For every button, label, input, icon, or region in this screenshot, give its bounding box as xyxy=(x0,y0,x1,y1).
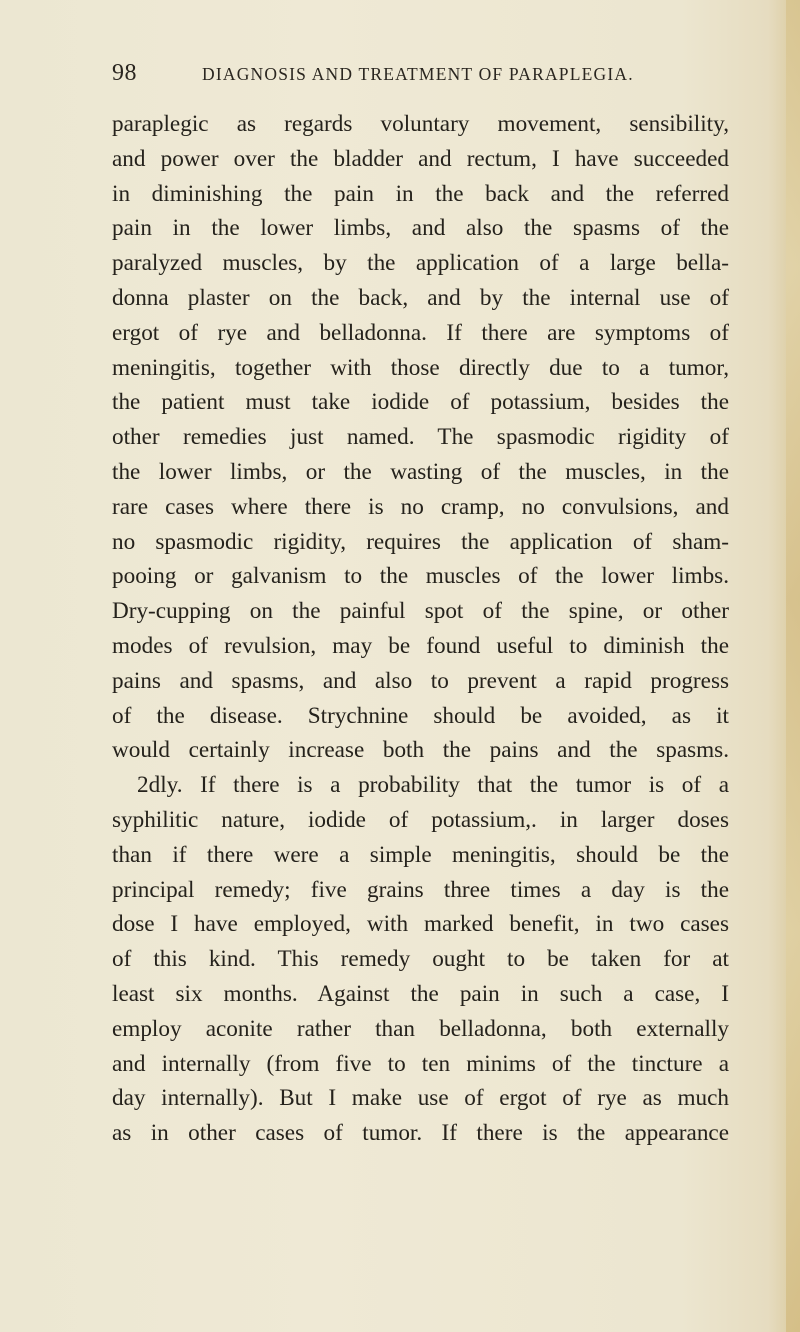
running-head: DIAGNOSIS AND TREATMENT OF PARAPLEGIA. xyxy=(202,64,634,84)
text-line: pains and spasms, and also to prevent a rapid progress xyxy=(112,667,729,694)
text-line: the lower limbs, or the wasting of the muscles, in the xyxy=(112,458,729,485)
text-line: and power over the bladder and rectum, I have succeeded xyxy=(112,145,729,172)
text-line: 2dly. If there is a probability that the tumor is of a xyxy=(137,772,729,799)
text-line: in diminishing the pain in the back and the referred xyxy=(112,180,729,207)
text-line: no spasmodic rigidity, requires the application of sham- xyxy=(112,528,729,555)
text-line: ergot of rye and belladonna. If there are symptoms of xyxy=(112,319,729,346)
text-line: of this kind. This remedy ought to be taken for at xyxy=(112,946,729,973)
text-line: day internally). But I make use of ergot of rye as much xyxy=(112,1085,729,1112)
text-line: the patient must take iodide of potassium, besides the xyxy=(112,389,729,416)
text-line: would certainly increase both the pains and the spasms. xyxy=(112,737,729,764)
text-line: other remedies just named. The spasmodic rigidity of xyxy=(112,424,729,451)
text-line: and internally (from five to ten minims of the tincture a xyxy=(112,1050,729,1077)
text-line: paraplegic as regards voluntary movement, sensibility, xyxy=(112,111,729,137)
text-line: syphilitic nature, iodide of potassium,. in larger doses xyxy=(112,806,729,833)
text-line: as in other cases of tumor. If there is the appearance xyxy=(112,1120,729,1147)
page-number: 98 xyxy=(112,60,137,86)
page-edge-stain xyxy=(786,0,800,1332)
text-line: meningitis, together with those directly due to a tumor, xyxy=(112,354,729,381)
text-line: pooing or galvanism to the muscles of the lower limbs. xyxy=(112,563,729,590)
text-line: least six months. Against the pain in such a case, I xyxy=(112,980,729,1007)
text-line: of the disease. Strychnine should be avoided, as it xyxy=(112,702,729,729)
text-line: than if there were a simple meningitis, should be the xyxy=(112,841,729,868)
text-line: modes of revulsion, may be found useful to diminish the xyxy=(112,632,729,659)
text-line: paralyzed muscles, by the application of a large bella- xyxy=(112,250,729,277)
text-line: rare cases where there is no cramp, no convulsions, and xyxy=(112,493,729,520)
text-line: Dry-cupping on the painful spot of the spine, or other xyxy=(112,598,729,625)
text-line: pain in the lower limbs, and also the spasms of the xyxy=(112,215,729,242)
text-line: employ aconite rather than belladonna, both externally xyxy=(112,1015,729,1042)
text-line: donna plaster on the back, and by the internal use of xyxy=(112,284,729,311)
text-line: principal remedy; five grains three times a day is the xyxy=(112,876,729,903)
text-line: dose I have employed, with marked benefit, in two cases xyxy=(112,911,729,938)
body-text xyxy=(112,107,729,1151)
page-header xyxy=(112,60,712,90)
